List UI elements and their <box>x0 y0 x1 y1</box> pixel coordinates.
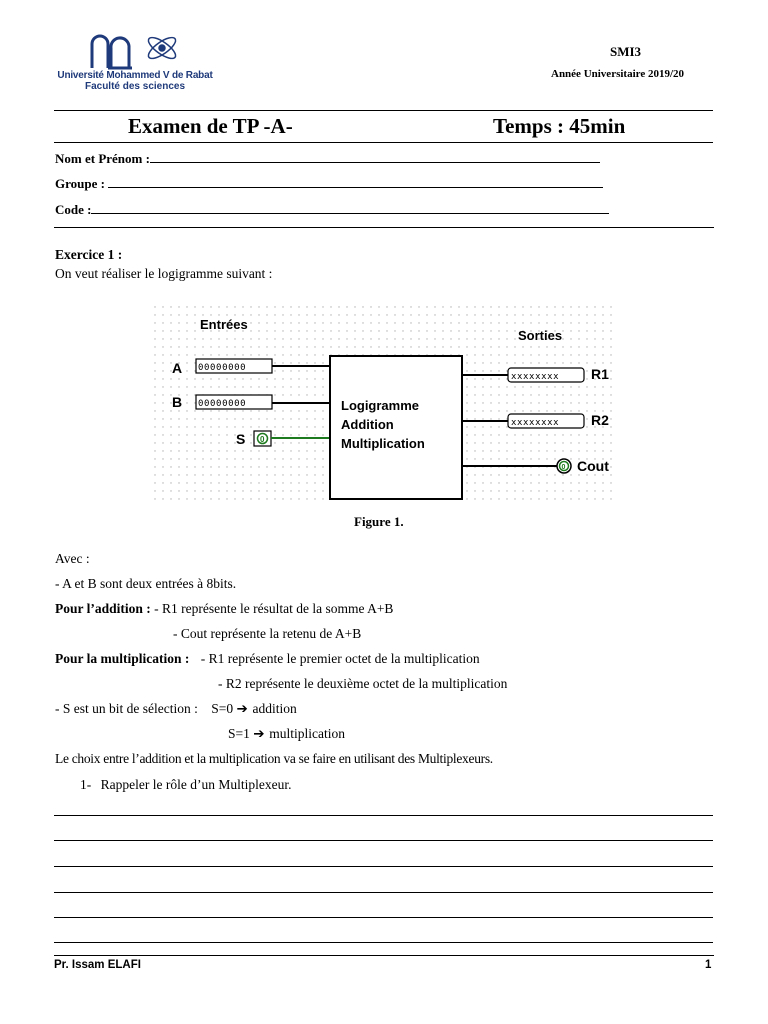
addition-r1: - R1 représente le résultat de la somme A+B <box>154 601 394 616</box>
selection-0: S=0 <box>211 701 234 716</box>
exam-title: Examen de TP -A- <box>128 114 293 138</box>
output-r1-bits: xxxxxxxx <box>511 372 560 382</box>
name-field[interactable] <box>55 150 600 167</box>
block-title-line1: Logigramme <box>341 398 420 413</box>
name-label: Nom et Prénom : <box>55 151 150 166</box>
inputs-label: Entrées <box>200 317 248 332</box>
output-r2-label: R2 <box>591 412 609 428</box>
input-a-bits: 00000000 <box>198 363 247 373</box>
outputs-label: Sorties <box>518 328 563 343</box>
answer-line[interactable] <box>54 917 713 918</box>
addition-cout: - Cout représente la retenu de A+B <box>173 626 362 641</box>
input-a-label: A <box>172 360 183 376</box>
header-rule-top <box>54 110 713 111</box>
answer-line[interactable] <box>54 892 713 893</box>
output-r1-label: R1 <box>591 366 609 382</box>
selection-1-text: multiplication <box>269 726 346 741</box>
arrow-right-icon: ➔ <box>253 726 270 742</box>
selection-prefix: - S est un bit de sélection : <box>55 701 198 716</box>
footer-author: Pr. Issam ELAFI <box>54 959 141 971</box>
output-cout-label: Cout <box>577 458 609 474</box>
answer-line[interactable] <box>54 866 713 867</box>
inputs-description: - A et B sont deux entrées à 8bits. <box>55 576 237 591</box>
selection-1: S=1 <box>228 726 250 741</box>
faculty-name: Faculté des sciences <box>84 81 186 92</box>
answer-line[interactable] <box>54 840 713 841</box>
answer-line[interactable] <box>54 815 713 816</box>
output-r2-bits: xxxxxxxx <box>511 418 560 428</box>
page-number: 1 <box>705 959 712 971</box>
input-s-label: S <box>236 431 246 447</box>
cout-bit: 0 <box>561 464 566 471</box>
multiplication-line <box>55 651 480 667</box>
choice-text: Le choix entre l’addition et la multiplication va se faire en utilisant des Multiplexeurs. <box>55 751 493 766</box>
group-label: Groupe : <box>55 176 109 191</box>
atom-icon <box>145 34 178 62</box>
multiplication-r2: - R2 représente le deuxième octet de la multiplication <box>218 676 508 691</box>
header-rule-bottom <box>54 142 713 143</box>
selection-line <box>55 701 297 717</box>
exercise-intro: On veut réaliser le logigramme suivant : <box>55 266 273 281</box>
arch-icon <box>92 36 132 68</box>
arrow-right-icon: ➔ <box>236 701 253 717</box>
figure-caption: Figure 1. <box>354 514 404 529</box>
avec-text: Avec : <box>55 551 90 566</box>
exercise-heading: Exercice 1 : <box>55 247 123 262</box>
exam-duration: Temps : 45min <box>493 114 626 138</box>
university-name: Université Mohammed V de Rabat <box>57 70 213 81</box>
academic-year: Année Universitaire 2019/20 <box>551 68 685 80</box>
addition-label: Pour l’addition : <box>55 601 151 616</box>
addition-line <box>55 601 393 617</box>
footer-rule <box>54 955 714 956</box>
group-field[interactable] <box>55 175 603 192</box>
selection-0-text: addition <box>252 701 297 716</box>
input-b-bits: 00000000 <box>198 399 247 409</box>
question-1-number: 1- <box>80 777 92 792</box>
fields-rule <box>54 227 714 228</box>
program-code: SMI3 <box>610 44 642 59</box>
logic-diagram <box>154 306 616 510</box>
block-title-line2: Addition <box>341 417 394 432</box>
code-label: Code : <box>55 202 92 217</box>
input-b-label: B <box>172 394 183 410</box>
question-1-text: Rappeler le rôle d’un Multiplexeur. <box>100 777 292 792</box>
name-line[interactable] <box>150 150 600 163</box>
code-field[interactable] <box>55 201 609 218</box>
block-title-line3: Multiplication <box>341 436 425 451</box>
multiplication-label: Pour la multiplication : <box>55 651 190 666</box>
code-line[interactable] <box>91 201 609 214</box>
group-line[interactable] <box>108 175 603 188</box>
answer-line[interactable] <box>54 942 713 943</box>
multiplication-r1: - R1 représente le premier octet de la multiplication <box>200 651 480 666</box>
select-bit: 0 <box>260 435 265 444</box>
question-1 <box>80 777 291 793</box>
selection-line-2 <box>228 726 345 742</box>
